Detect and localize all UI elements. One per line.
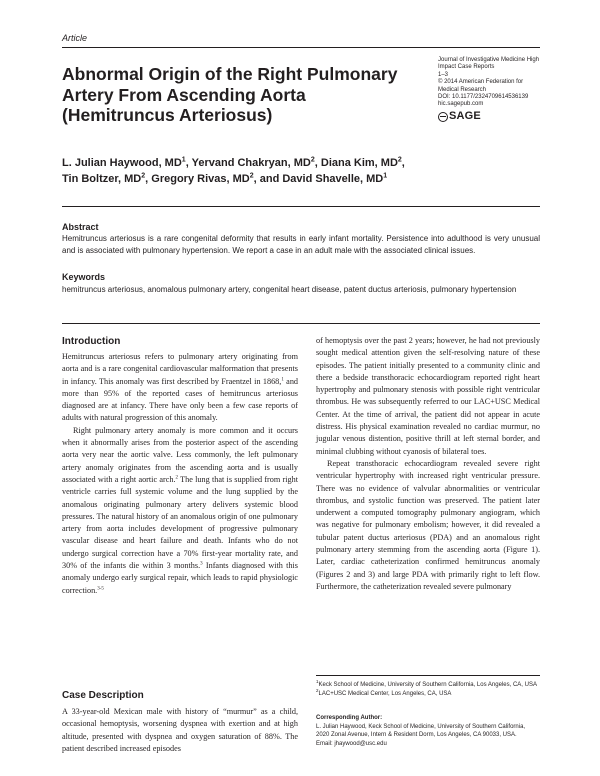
corresponding-author-address: L. Julian Haywood, Keck School of Medicine, University of Southern California, 2020 Zonal Avenue, Intern & Resident Dorm, Los Angeles, CA 90033, USA. bbox=[316, 723, 526, 739]
copyright-line2: Medical Research bbox=[438, 86, 487, 93]
affiliation-2 bbox=[316, 687, 540, 699]
corresponding-author-heading: Corresponding Author: bbox=[316, 715, 383, 721]
journal-name-line1: Journal of Investigative Medicine High bbox=[438, 57, 540, 63]
author-affiliation-sup: 2 bbox=[249, 172, 254, 180]
text-run: Infants diagnosed with this anomaly undergo early surgical repair, which leads to rapid physiologic correction. bbox=[62, 561, 298, 595]
journal-url[interactable]: hic.sagepub.com bbox=[438, 101, 484, 108]
author-line-1: L. Julian Haywood, $MD^1$, Yervand Chakryan, $MD^2$, Diana Kim, $MD^2$, bbox=[62, 156, 405, 169]
citation-sup: 3 bbox=[200, 561, 203, 567]
introduction-heading: Introduction bbox=[62, 336, 121, 347]
author-name: Tin Boltzer, MD bbox=[62, 173, 142, 185]
introduction-body bbox=[62, 351, 298, 597]
article-type-label: Article bbox=[62, 33, 88, 43]
author-name: Diana Kim, MD bbox=[320, 157, 398, 169]
author-line-2: Tin Boltzer, $MD^2$, Gregory Rivas, $MD^2$, and David Shavelle, $MD^1$ bbox=[62, 172, 388, 185]
right-column-body bbox=[316, 335, 540, 593]
corresponding-author bbox=[316, 714, 540, 748]
author-affiliation-sup: 2 bbox=[310, 156, 315, 164]
text-run: The lung that is supplied from right ventricle carries full systemic volume and the lung supplied by the anomalous originating pulmonary artery delivers systemic blood pressures. The natural history of an anomalous origin of one pulmonary artery from aorta includes development of progressive pulmonary vascular disease and heart failure and death. Infants who do not undergo surgical correction have a 70% first-year mortality rate, and 30% of the infants die within 3 months. bbox=[62, 474, 298, 571]
case-description-heading: Case Description bbox=[62, 690, 144, 701]
top-divider bbox=[62, 47, 540, 48]
author-name: David Shavelle, MD bbox=[282, 173, 384, 185]
affiliation-sup: 2 bbox=[316, 687, 319, 693]
introduction-paragraph-1 bbox=[62, 351, 298, 425]
citation-sup: 3-5 bbox=[97, 585, 104, 591]
author-name: L. Julian Haywood, MD bbox=[62, 157, 182, 169]
author-name: Yervand Chakryan, MD bbox=[191, 157, 311, 169]
article-title: Abnormal Origin of the Right Pulmonary Artery From Ascending Aorta (Hemitruncus Arteriosus) bbox=[62, 64, 398, 125]
keywords-text: hemitruncus arteriosus, anomalous pulmonary artery, congenital heart disease, patent ductus arteriosis, pulmonary hypertension bbox=[62, 285, 517, 294]
author-affiliation-sup: 1 bbox=[383, 172, 388, 180]
journal-meta bbox=[438, 57, 558, 122]
text-run: and more than 95% of the reported cases of hemitruncus arteriosus diagnosed are at infancy. There have only been a few case reports of adults with natural progression of this anomaly. bbox=[62, 376, 299, 423]
author-affiliation-sup: 2 bbox=[397, 156, 402, 164]
journal-name-line2: Impact Case Reports bbox=[438, 64, 495, 71]
case-paragraph-2: Repeat transthoracic echocardiogram revealed severe right ventricular hypertrophy with increased right ventricular pressure. There was no evidence of valvular abnormalities or ventricular thrombus, and systolic function was preserved. The patient later underwent a computed tomography pulmonary angiogram, which was negative for pulmonary embolism; however, it did revealed a tubular patent ductus arteriosus (PDA) and an anomalous right pulmonary artery stemming from the ascending aorta (Figure 1). Later, cardiac catheterization confirmed hemitruncus anomaly (Figures 2 and 3) and large PDA with primarily right to left flow. Furthermore, the catheterization revealed severe pulmonary bbox=[316, 458, 540, 591]
author-affiliation-sup: 1 bbox=[181, 156, 186, 164]
keywords-divider bbox=[62, 323, 540, 324]
sage-logo-icon bbox=[438, 112, 448, 122]
text-run: Hemitruncus arteriosus refers to pulmonary artery originating from aorta and is a rare congenital cardiovascular malformation that presents in infancy. This anomaly was first described by Fraentzel in 1868, bbox=[62, 352, 298, 386]
abstract-text: Hemitruncus arteriosus is a rare congenital deformity that results in early infant mortality. Persistence into adulthood is very unusual and is associated with pulmonary hypertension. We report a case in an adult male with the associated clinical issues. bbox=[62, 234, 540, 255]
affiliation-footnotes bbox=[316, 681, 540, 698]
author-list bbox=[62, 155, 542, 187]
case-description-paragraph-1: A 33-year-old Mexican male with history of “murmur” as a child, occasional hemoptysis, worsening dyspnea with exertion and at high altitude, presented with dyspnea and oxygen saturation of 88%. The patient described increased episodes bbox=[62, 707, 298, 753]
author-conjunction: and bbox=[259, 173, 280, 185]
introduction-paragraph-2 bbox=[62, 425, 298, 597]
author-affiliation-sup: 2 bbox=[141, 172, 146, 180]
affiliation-text: LAC+USC Medical Center, Los Angeles, CA, USA bbox=[318, 690, 452, 697]
case-description-body bbox=[62, 706, 298, 755]
keywords-heading: Keywords bbox=[62, 272, 106, 282]
citation-sup: 1 bbox=[281, 376, 284, 382]
affiliation-sup: 1 bbox=[316, 679, 319, 684]
abstract-heading: Abstract bbox=[62, 222, 99, 232]
affiliation-text: Keck School of Medicine, University of Southern California, Los Angeles, CA, USA bbox=[318, 682, 537, 688]
doi[interactable]: DOI: 10.1177/2324709614536139 bbox=[438, 94, 529, 101]
author-name: Gregory Rivas, MD bbox=[151, 173, 250, 185]
footnote-divider bbox=[316, 675, 540, 676]
case-paragraph-continued: of hemoptysis over the past 2 years; however, he had not previously sought medical attention given the self-resolving nature of these episodes. The patient initially presented to a community clinic and there a bedside transthoracic echocardiogram reported right heart hypertrophy and pulmonary stenosis with possible right ventricular thrombus. He was subsequently referred to our LAC+USC Medical Center. At the time of arrival, the patient did not appear in acute distress. His physical examination revealed no cardiac murmur, no jugular venous distention, positive thrill at left sternal border, and minimal clubbing without cyanosis of bilateral toes. bbox=[316, 336, 540, 456]
affiliation-1 bbox=[316, 681, 540, 690]
abstract-divider bbox=[62, 206, 540, 207]
sage-logo-text: SAGE bbox=[449, 110, 481, 123]
text-run: Right pulmonary artery anomaly is more common and it occurs when it abnormally arises from the posterior aspect of the ascending aorta very near the aortic valve. Less commonly, the left pulmonary artery anomaly originates from the ascending aorta and is usually associated with a right aortic arch. bbox=[62, 425, 298, 484]
copyright-line1: © 2014 American Federation for bbox=[438, 79, 524, 86]
citation-sup: 2 bbox=[175, 475, 178, 481]
corresponding-author-email[interactable]: Email: jhaywood@usc.edu bbox=[316, 740, 387, 747]
page-range: 1–3 bbox=[438, 71, 449, 78]
sage-logo bbox=[438, 112, 558, 122]
